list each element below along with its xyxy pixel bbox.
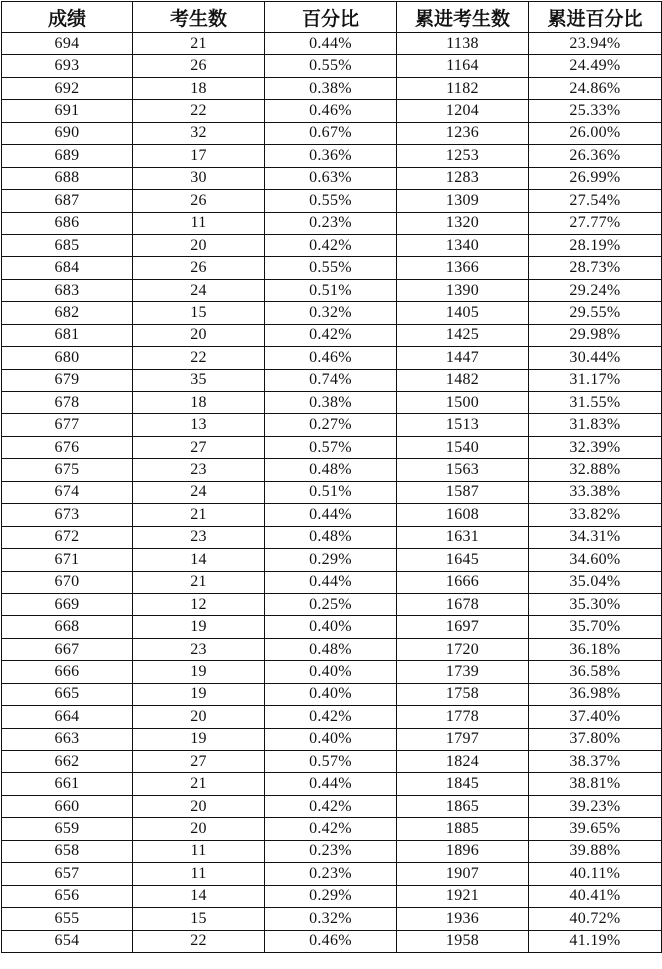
cell-score: 689	[2, 145, 133, 167]
cell-score: 659	[2, 818, 133, 840]
cell-cumulative-count: 1631	[397, 526, 529, 548]
cell-count: 32	[133, 122, 265, 144]
cell-cumulative-percent: 39.23%	[529, 795, 662, 817]
cell-score: 670	[2, 571, 133, 593]
cell-cumulative-count: 1865	[397, 795, 529, 817]
table-row	[2, 257, 662, 279]
cell-cumulative-percent: 26.00%	[529, 122, 662, 144]
table-row	[2, 77, 662, 99]
score-distribution-table	[1, 1, 662, 953]
cell-cumulative-percent: 39.65%	[529, 818, 662, 840]
cell-count: 21	[133, 773, 265, 795]
cell-cumulative-percent: 33.82%	[529, 504, 662, 526]
cell-count: 21	[133, 571, 265, 593]
cell-cumulative-percent: 35.30%	[529, 593, 662, 615]
cell-cumulative-count: 1778	[397, 706, 529, 728]
cell-percent: 0.46%	[265, 100, 397, 122]
cell-percent: 0.44%	[265, 33, 397, 55]
cell-cumulative-count: 1236	[397, 122, 529, 144]
cell-count: 30	[133, 167, 265, 189]
table-row	[2, 414, 662, 436]
cell-score: 673	[2, 504, 133, 526]
cell-score: 656	[2, 885, 133, 907]
cell-score: 667	[2, 638, 133, 660]
cell-cumulative-count: 1482	[397, 369, 529, 391]
cell-score: 665	[2, 683, 133, 705]
cell-score: 682	[2, 302, 133, 324]
cell-cumulative-percent: 35.70%	[529, 616, 662, 638]
cell-percent: 0.40%	[265, 616, 397, 638]
table-row	[2, 526, 662, 548]
table-row	[2, 728, 662, 750]
header-count: 考生数	[133, 2, 265, 33]
cell-percent: 0.23%	[265, 212, 397, 234]
table-row	[2, 840, 662, 862]
cell-cumulative-count: 1936	[397, 908, 529, 930]
cell-percent: 0.55%	[265, 55, 397, 77]
cell-cumulative-count: 1366	[397, 257, 529, 279]
cell-score: 692	[2, 77, 133, 99]
cell-cumulative-count: 1447	[397, 347, 529, 369]
cell-count: 27	[133, 436, 265, 458]
table-row	[2, 324, 662, 346]
cell-score: 690	[2, 122, 133, 144]
cell-cumulative-count: 1845	[397, 773, 529, 795]
cell-cumulative-percent: 41.19%	[529, 930, 662, 952]
cell-score: 664	[2, 706, 133, 728]
table-row	[2, 347, 662, 369]
cell-count: 24	[133, 279, 265, 301]
cell-score: 666	[2, 661, 133, 683]
table-row	[2, 33, 662, 55]
cell-count: 20	[133, 706, 265, 728]
header-score: 成绩	[2, 2, 133, 33]
cell-percent: 0.42%	[265, 324, 397, 346]
cell-cumulative-percent: 36.18%	[529, 638, 662, 660]
cell-cumulative-percent: 36.58%	[529, 661, 662, 683]
table-row	[2, 751, 662, 773]
cell-score: 675	[2, 459, 133, 481]
cell-count: 20	[133, 324, 265, 346]
cell-count: 18	[133, 77, 265, 99]
cell-cumulative-count: 1164	[397, 55, 529, 77]
cell-percent: 0.44%	[265, 571, 397, 593]
cell-count: 22	[133, 100, 265, 122]
cell-cumulative-count: 1824	[397, 751, 529, 773]
cell-score: 655	[2, 908, 133, 930]
table-row	[2, 795, 662, 817]
cell-cumulative-percent: 29.24%	[529, 279, 662, 301]
table-row	[2, 212, 662, 234]
table-row	[2, 145, 662, 167]
cell-percent: 0.48%	[265, 459, 397, 481]
cell-cumulative-count: 1587	[397, 481, 529, 503]
cell-percent: 0.27%	[265, 414, 397, 436]
cell-cumulative-percent: 40.11%	[529, 863, 662, 885]
cell-score: 687	[2, 190, 133, 212]
cell-cumulative-percent: 26.99%	[529, 167, 662, 189]
header-percent: 百分比	[265, 2, 397, 33]
cell-cumulative-count: 1720	[397, 638, 529, 660]
cell-percent: 0.57%	[265, 751, 397, 773]
cell-score: 684	[2, 257, 133, 279]
cell-percent: 0.48%	[265, 638, 397, 660]
cell-count: 15	[133, 302, 265, 324]
cell-cumulative-count: 1563	[397, 459, 529, 481]
cell-score: 679	[2, 369, 133, 391]
cell-cumulative-count: 1253	[397, 145, 529, 167]
cell-cumulative-percent: 34.31%	[529, 526, 662, 548]
cell-percent: 0.32%	[265, 302, 397, 324]
cell-percent: 0.42%	[265, 234, 397, 256]
cell-percent: 0.55%	[265, 190, 397, 212]
cell-percent: 0.25%	[265, 593, 397, 615]
cell-cumulative-percent: 28.73%	[529, 257, 662, 279]
table-row	[2, 392, 662, 414]
cell-cumulative-percent: 38.37%	[529, 751, 662, 773]
table-row	[2, 549, 662, 571]
cell-count: 19	[133, 616, 265, 638]
cell-cumulative-percent: 25.33%	[529, 100, 662, 122]
cell-cumulative-percent: 37.80%	[529, 728, 662, 750]
cell-score: 661	[2, 773, 133, 795]
table-row	[2, 190, 662, 212]
cell-count: 20	[133, 234, 265, 256]
cell-count: 21	[133, 33, 265, 55]
cell-cumulative-percent: 35.04%	[529, 571, 662, 593]
table-row	[2, 436, 662, 458]
cell-cumulative-percent: 37.40%	[529, 706, 662, 728]
header-cumulative-count: 累进考生数	[397, 2, 529, 33]
cell-score: 674	[2, 481, 133, 503]
cell-percent: 0.55%	[265, 257, 397, 279]
cell-count: 17	[133, 145, 265, 167]
cell-percent: 0.38%	[265, 77, 397, 99]
cell-cumulative-percent: 23.94%	[529, 33, 662, 55]
cell-cumulative-count: 1958	[397, 930, 529, 952]
cell-count: 23	[133, 526, 265, 548]
cell-count: 13	[133, 414, 265, 436]
cell-percent: 0.51%	[265, 481, 397, 503]
cell-count: 15	[133, 908, 265, 930]
table-header	[2, 2, 662, 33]
cell-percent: 0.42%	[265, 706, 397, 728]
cell-cumulative-count: 1921	[397, 885, 529, 907]
cell-cumulative-percent: 31.17%	[529, 369, 662, 391]
cell-cumulative-count: 1340	[397, 234, 529, 256]
cell-cumulative-count: 1540	[397, 436, 529, 458]
cell-percent: 0.40%	[265, 661, 397, 683]
cell-cumulative-percent: 29.98%	[529, 324, 662, 346]
cell-score: 686	[2, 212, 133, 234]
cell-count: 21	[133, 504, 265, 526]
cell-percent: 0.44%	[265, 504, 397, 526]
cell-percent: 0.46%	[265, 347, 397, 369]
cell-cumulative-percent: 24.86%	[529, 77, 662, 99]
table-row	[2, 55, 662, 77]
cell-score: 677	[2, 414, 133, 436]
cell-cumulative-count: 1608	[397, 504, 529, 526]
table-row	[2, 369, 662, 391]
cell-count: 27	[133, 751, 265, 773]
cell-count: 12	[133, 593, 265, 615]
cell-cumulative-percent: 40.72%	[529, 908, 662, 930]
cell-cumulative-percent: 31.55%	[529, 392, 662, 414]
cell-score: 688	[2, 167, 133, 189]
table-body	[2, 33, 662, 953]
cell-cumulative-count: 1390	[397, 279, 529, 301]
cell-count: 19	[133, 661, 265, 683]
cell-percent: 0.29%	[265, 885, 397, 907]
cell-percent: 0.42%	[265, 795, 397, 817]
cell-count: 26	[133, 190, 265, 212]
cell-cumulative-percent: 30.44%	[529, 347, 662, 369]
cell-cumulative-percent: 34.60%	[529, 549, 662, 571]
cell-count: 20	[133, 795, 265, 817]
table-row	[2, 638, 662, 660]
cell-cumulative-count: 1309	[397, 190, 529, 212]
cell-cumulative-count: 1645	[397, 549, 529, 571]
table-row	[2, 863, 662, 885]
table-row	[2, 593, 662, 615]
cell-percent: 0.32%	[265, 908, 397, 930]
cell-count: 11	[133, 212, 265, 234]
cell-score: 657	[2, 863, 133, 885]
cell-cumulative-count: 1666	[397, 571, 529, 593]
cell-score: 680	[2, 347, 133, 369]
cell-score: 662	[2, 751, 133, 773]
cell-cumulative-count: 1405	[397, 302, 529, 324]
cell-cumulative-percent: 31.83%	[529, 414, 662, 436]
cell-cumulative-count: 1885	[397, 818, 529, 840]
cell-score: 672	[2, 526, 133, 548]
cell-count: 22	[133, 930, 265, 952]
cell-score: 691	[2, 100, 133, 122]
cell-percent: 0.23%	[265, 840, 397, 862]
cell-percent: 0.57%	[265, 436, 397, 458]
table-row	[2, 571, 662, 593]
cell-score: 660	[2, 795, 133, 817]
table-row	[2, 122, 662, 144]
cell-cumulative-percent: 36.98%	[529, 683, 662, 705]
cell-score: 663	[2, 728, 133, 750]
cell-score: 669	[2, 593, 133, 615]
cell-cumulative-count: 1513	[397, 414, 529, 436]
cell-score: 693	[2, 55, 133, 77]
cell-percent: 0.48%	[265, 526, 397, 548]
table-row	[2, 504, 662, 526]
cell-score: 678	[2, 392, 133, 414]
cell-percent: 0.36%	[265, 145, 397, 167]
cell-percent: 0.46%	[265, 930, 397, 952]
cell-cumulative-count: 1697	[397, 616, 529, 638]
cell-cumulative-count: 1896	[397, 840, 529, 862]
table-row	[2, 818, 662, 840]
cell-cumulative-percent: 39.88%	[529, 840, 662, 862]
cell-score: 671	[2, 549, 133, 571]
cell-cumulative-percent: 29.55%	[529, 302, 662, 324]
cell-count: 23	[133, 459, 265, 481]
cell-percent: 0.40%	[265, 728, 397, 750]
cell-cumulative-percent: 32.39%	[529, 436, 662, 458]
cell-cumulative-percent: 27.77%	[529, 212, 662, 234]
cell-cumulative-percent: 27.54%	[529, 190, 662, 212]
cell-count: 19	[133, 728, 265, 750]
cell-percent: 0.23%	[265, 863, 397, 885]
cell-cumulative-percent: 38.81%	[529, 773, 662, 795]
table-row	[2, 481, 662, 503]
cell-cumulative-percent: 40.41%	[529, 885, 662, 907]
cell-cumulative-percent: 33.38%	[529, 481, 662, 503]
cell-cumulative-count: 1138	[397, 33, 529, 55]
cell-cumulative-count: 1907	[397, 863, 529, 885]
header-cumulative-percent: 累进百分比	[529, 2, 662, 33]
table-row	[2, 885, 662, 907]
cell-cumulative-percent: 26.36%	[529, 145, 662, 167]
cell-cumulative-count: 1204	[397, 100, 529, 122]
cell-score: 668	[2, 616, 133, 638]
table-row	[2, 279, 662, 301]
cell-count: 23	[133, 638, 265, 660]
cell-percent: 0.40%	[265, 683, 397, 705]
cell-score: 681	[2, 324, 133, 346]
cell-cumulative-count: 1182	[397, 77, 529, 99]
cell-cumulative-count: 1500	[397, 392, 529, 414]
table-row	[2, 908, 662, 930]
cell-score: 694	[2, 33, 133, 55]
cell-percent: 0.67%	[265, 122, 397, 144]
cell-percent: 0.38%	[265, 392, 397, 414]
table-row	[2, 773, 662, 795]
cell-count: 11	[133, 840, 265, 862]
table-row	[2, 100, 662, 122]
cell-cumulative-count: 1797	[397, 728, 529, 750]
cell-count: 14	[133, 549, 265, 571]
cell-score: 676	[2, 436, 133, 458]
cell-count: 18	[133, 392, 265, 414]
cell-score: 685	[2, 234, 133, 256]
table-row	[2, 616, 662, 638]
cell-score: 654	[2, 930, 133, 952]
cell-percent: 0.51%	[265, 279, 397, 301]
cell-count: 24	[133, 481, 265, 503]
table-row	[2, 661, 662, 683]
cell-cumulative-count: 1678	[397, 593, 529, 615]
cell-count: 26	[133, 55, 265, 77]
cell-count: 20	[133, 818, 265, 840]
cell-cumulative-count: 1739	[397, 661, 529, 683]
cell-count: 26	[133, 257, 265, 279]
table-row	[2, 302, 662, 324]
table-row	[2, 234, 662, 256]
cell-percent: 0.44%	[265, 773, 397, 795]
cell-cumulative-count: 1320	[397, 212, 529, 234]
cell-percent: 0.63%	[265, 167, 397, 189]
cell-cumulative-count: 1425	[397, 324, 529, 346]
cell-count: 14	[133, 885, 265, 907]
table-row	[2, 167, 662, 189]
cell-cumulative-percent: 32.88%	[529, 459, 662, 481]
table-row	[2, 683, 662, 705]
table-row	[2, 930, 662, 952]
cell-percent: 0.29%	[265, 549, 397, 571]
cell-percent: 0.74%	[265, 369, 397, 391]
cell-count: 11	[133, 863, 265, 885]
cell-count: 19	[133, 683, 265, 705]
cell-count: 22	[133, 347, 265, 369]
cell-percent: 0.42%	[265, 818, 397, 840]
header-row	[2, 2, 662, 33]
cell-cumulative-count: 1283	[397, 167, 529, 189]
cell-count: 35	[133, 369, 265, 391]
table-row	[2, 706, 662, 728]
cell-cumulative-percent: 28.19%	[529, 234, 662, 256]
cell-cumulative-count: 1758	[397, 683, 529, 705]
table-row	[2, 459, 662, 481]
cell-score: 658	[2, 840, 133, 862]
cell-cumulative-percent: 24.49%	[529, 55, 662, 77]
cell-score: 683	[2, 279, 133, 301]
